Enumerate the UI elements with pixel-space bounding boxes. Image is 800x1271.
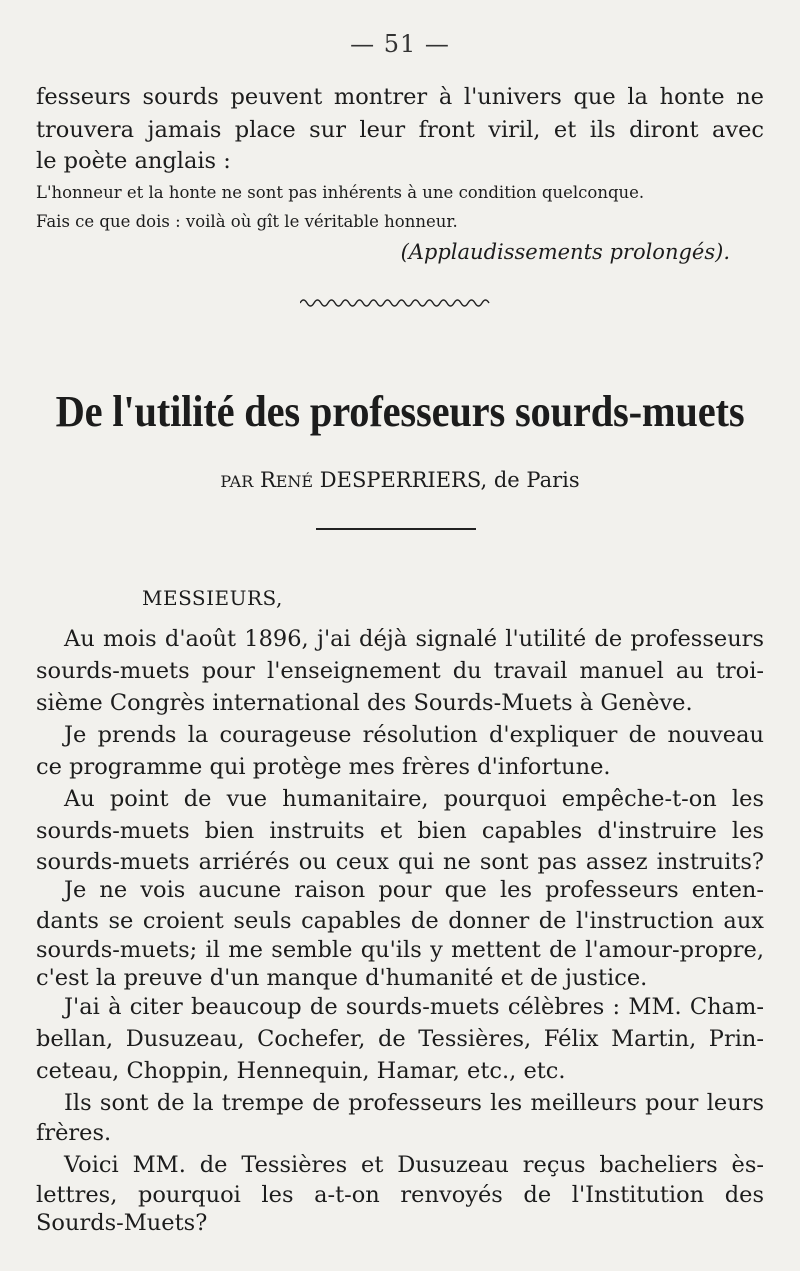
text-line: Voici MM. de Tessières et Dusuzeau reçus bacheliers ès-	[64, 1152, 764, 1178]
byline-author: DESPERRIERS, de Paris	[313, 468, 580, 492]
text-line: le poète anglais :	[36, 148, 231, 174]
byline-par: PAR	[220, 472, 254, 491]
text-line: trouvera jamais place sur leur front viril, et ils diront avec	[36, 117, 764, 143]
text-line: ce programme qui protège mes frères d'infortune.	[36, 754, 611, 780]
text-line: Ils sont de la trempe de professeurs les meilleurs pour leurs	[64, 1090, 764, 1116]
text-line: Au point de vue humanitaire, pourquoi empêche-t-on les	[64, 786, 764, 812]
text-line: Sourds-Muets?	[36, 1210, 208, 1236]
text-line: lettres, pourquoi les a-t-on renvoyés de l'Institution des	[36, 1182, 764, 1208]
text-line: J'ai à citer beaucoup de sourds-muets célèbres : MM. Cham-	[64, 994, 764, 1020]
title-rule	[316, 528, 476, 530]
text-line: sourds-muets bien instruits et bien capables d'instruire les	[36, 818, 764, 844]
article-title: De l'utilité des professeurs sourds-muets	[55, 387, 745, 436]
wavy-separator	[300, 294, 490, 310]
text-line: fesseurs sourds peuvent montrer à l'univers que la honte ne	[36, 84, 764, 110]
quote-line: L'honneur et la honte ne sont pas inhérents à une condition quelconque.	[36, 183, 645, 202]
text-line: sourds-muets; il me semble qu'ils y mettent de l'amour-propre,	[36, 937, 764, 963]
text-line: dants se croient seuls capables de donner de l'instruction aux	[36, 908, 764, 934]
page-number: — 51 —	[350, 30, 450, 58]
text-line: Je ne vois aucune raison pour que les professeurs enten-	[64, 877, 764, 903]
text-line: frères.	[36, 1120, 112, 1146]
text-line: c'est la preuve d'un manque d'humanité et de justice.	[36, 965, 648, 991]
text-line: Au mois d'août 1896, j'ai déjà signalé l'utilité de professeurs	[64, 626, 764, 652]
byline	[0, 468, 800, 492]
byline-initial: R	[259, 468, 276, 492]
text-line: sourds-muets pour l'enseignement du travail manuel au troi-	[36, 658, 764, 684]
text-line: sourds-muets arriérés ou ceux qui ne sont pas assez instruits?	[36, 849, 764, 875]
applause-note: (Applaudissements prolongés).	[400, 240, 730, 264]
quote-line: Fais ce que dois : voilà où gît le véritable honneur.	[36, 212, 458, 231]
text-line: Je prends la courageuse résolution d'expliquer de nouveau	[64, 722, 764, 748]
text-line: sième Congrès international des Sourds-Muets à Genève.	[36, 690, 693, 716]
byline-first-name-rest: ENÉ	[275, 472, 314, 491]
salutation: MESSIEURS,	[142, 586, 283, 610]
text-line: bellan, Dusuzeau, Cochefer, de Tessières, Félix Martin, Prin-	[36, 1026, 764, 1052]
text-line: ceteau, Choppin, Hennequin, Hamar, etc., etc.	[36, 1058, 566, 1084]
